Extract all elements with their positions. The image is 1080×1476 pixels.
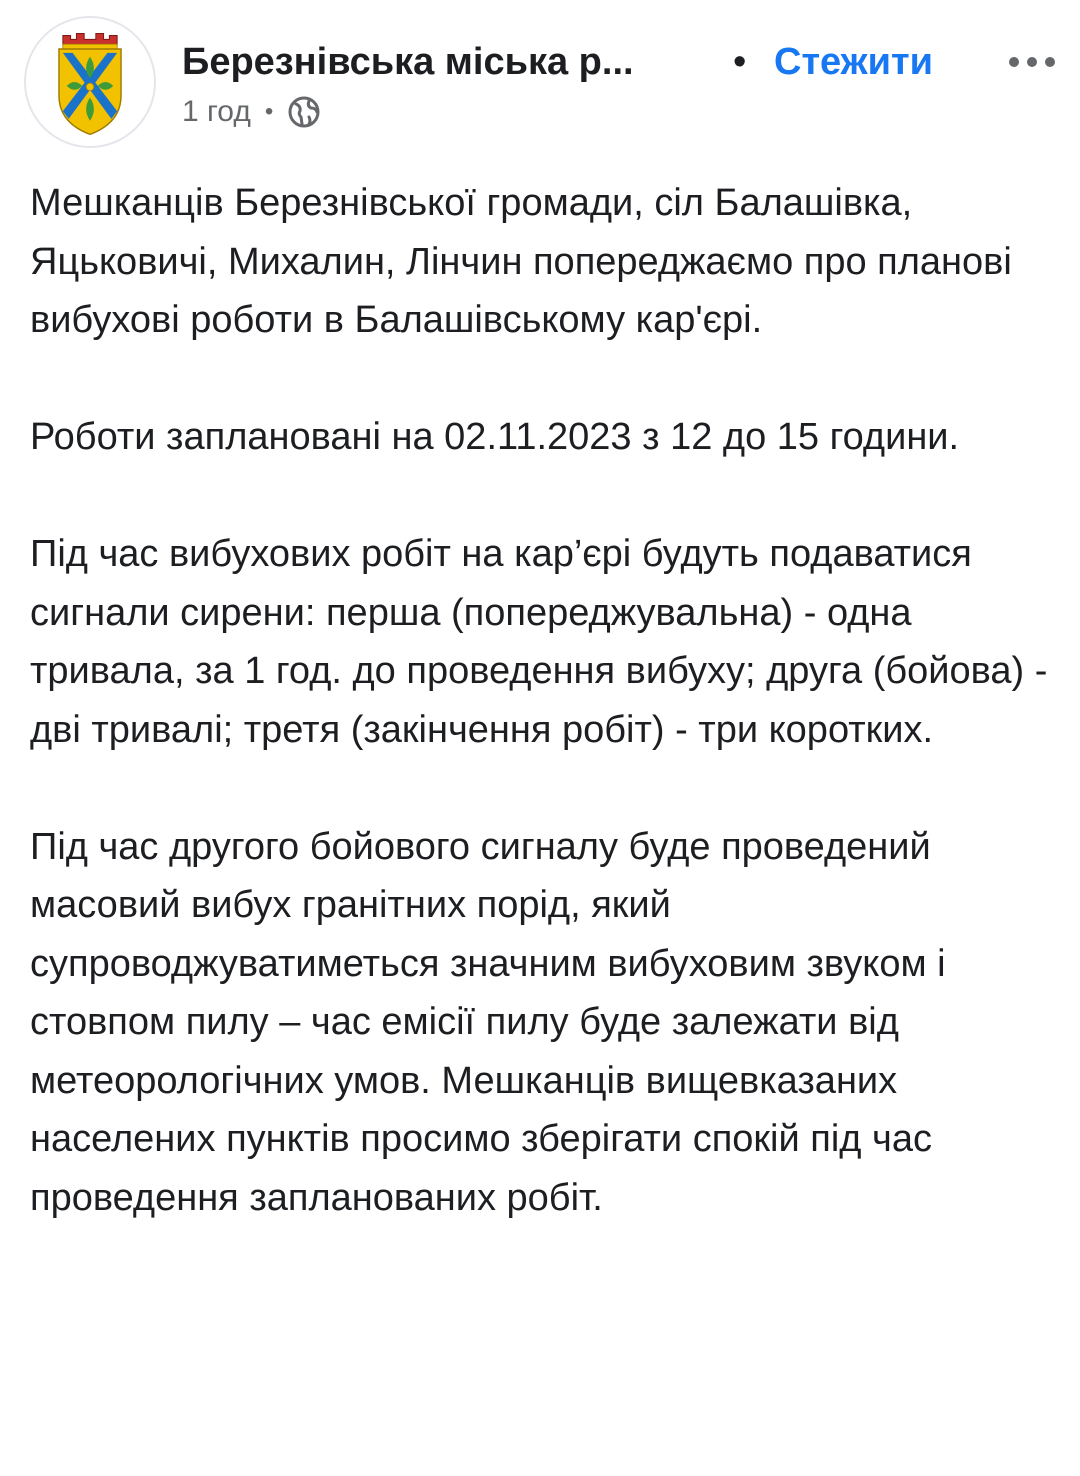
- post-paragraph: Мешканців Березнівської громади, сіл Балашівка, Яцьковичі, Михалин, Лінчин попереджаємо про планові вибухові роботи в Балашівському кар'єрі.: [30, 182, 1012, 341]
- post-header: [0, 0, 1080, 140]
- post-meta: [182, 92, 321, 132]
- name-separator: •: [733, 41, 747, 83]
- page-name[interactable]: Березнівська міська р...: [182, 41, 634, 83]
- page-avatar[interactable]: [24, 16, 156, 148]
- follow-button[interactable]: Стежити: [774, 41, 933, 83]
- post-paragraph: Під час другого бойового сигналу буде проведений масовий вибух гранітних порід, який супроводжуватиметься значним вибуховим звуком і стовпом пилу – час емісії пилу буде залежати від метеорологічних умов. Мешканців вищевказаних населених пунктів просимо зберігати спокій під час проведення запланованих робіт.: [30, 825, 946, 1219]
- post-body: [30, 174, 1060, 1227]
- post-timestamp[interactable]: 1 год: [182, 95, 251, 128]
- coat-of-arms-icon: [26, 18, 154, 146]
- more-dots-icon[interactable]: [1004, 44, 1060, 80]
- post-paragraph: Під час вибухових робіт на кар’єрі будуть подаватися сигнали сирени: перша (попереджувальна) - одна тривала, за 1 год. до проведення вибуху; друга (бойова) - дві тривалі; третя (закінчення робіт) - три коротких.: [30, 533, 1048, 751]
- meta-separator: •: [264, 98, 274, 125]
- post-paragraph: Роботи заплановані на 02.11.2023 з 12 до 15 години.: [30, 416, 960, 458]
- globe-icon[interactable]: [287, 95, 321, 129]
